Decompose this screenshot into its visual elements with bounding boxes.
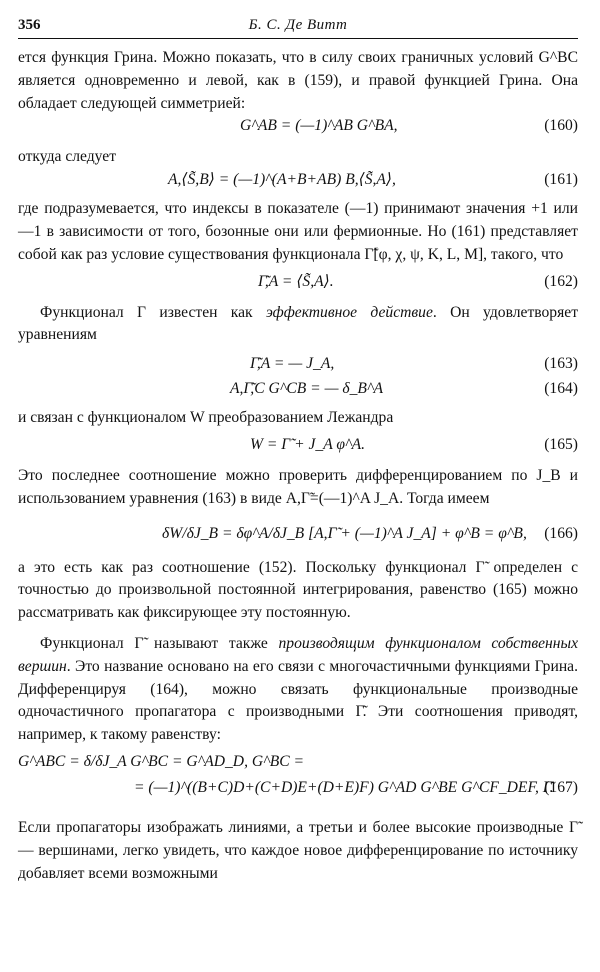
equation-line: = (—1)^((B+C)D+(C+D)E+(D+E)F) G^AD G^BE G^CF_DEF, Γ̃. [134, 778, 554, 796]
equation-number: (161) [544, 171, 578, 189]
paragraph: Это последнее соотношение можно проверить дифференцированием по J_B и использованием уравнения (163) в виде A,Γ̃=(—1)^A J_A. Тогда имеем [18, 466, 578, 507]
equation-number: (160) [544, 117, 578, 135]
equation-body: A,⟨S̃,B⟩ = (—1)^(A+B+AB) B,⟨S̃,A⟩, [168, 171, 396, 189]
text-run: Функционал Γ известен как [40, 303, 266, 321]
equation-164 [18, 378, 578, 403]
equation-body: Γ̃,A = ⟨S̃,A⟩. [258, 272, 334, 290]
emphasis-term: производящим функционалом собственных вершин [18, 634, 578, 675]
equation-body: Γ̃,A = — J_A, [250, 355, 335, 373]
equation-number: (164) [544, 380, 578, 398]
paragraph: Если пропагаторы изображать линиями, а третьи и более высокие производные Γ̃ — вершинами, легко увидеть, что каждое новое дифференцирование по источнику добавляет всеми возможными [18, 818, 578, 882]
paragraph [18, 302, 578, 348]
equation-162 [18, 271, 578, 296]
paragraph: где подразумевается, что индексы в показателе (—1) принимают значения +1 или —1 в зависимости от того, бозонные они или фермионные. Но (161) представляет собой как раз условие существования функционала Γ̃[φ, χ, ψ, K, L, M], такого, что [18, 200, 578, 263]
equation-165 [18, 434, 578, 459]
equation-number: (165) [544, 435, 578, 453]
text-run: . Это название основано на его связи с многочастичными функциями Грина. Дифференцируя (164), можно связать функциональные производные одночастичного пропагатора с производными Γ̃. Эти соотношения приводят, например, к такому равенству: [18, 657, 578, 744]
paragraph: ется функция Грина. Можно показать, что в силу своих граничных условий G^BC является одновременно и левой, как в (159), и правой функцией Грина. Она обладает следующей симметрией: [18, 49, 578, 112]
paragraph: а это есть как раз соотношение (152). Поскольку функционал Γ̃ определен с точностью до произвольной постоянной интегрирования, равенство (165) можно рассматривать как фиксирующее эту постоянную. [18, 558, 578, 622]
equation-body: G^AB = (—1)^AB G^BA, [240, 117, 398, 135]
equation-number: (163) [544, 355, 578, 373]
equation-161 [18, 169, 578, 194]
emphasis-term: эффективное действие [265, 303, 433, 321]
running-header [18, 12, 578, 39]
paragraph: откуда следует [18, 148, 117, 166]
page-number: 356 [18, 17, 41, 33]
equation-160 [18, 115, 578, 140]
equation-number: (162) [544, 272, 578, 290]
equation-body: δW/δJ_B = δφ^A/δJ_B [A,Γ̃ + (—1)^A J_A] + φ^B = φ^B, [162, 524, 527, 542]
equation-163 [18, 353, 578, 378]
equation-body: W = Γ̃ + J_A φ^A. [250, 435, 365, 453]
running-title: Б. С. Де Витт [248, 17, 348, 33]
text-run: Функционал Γ̃ называют также [40, 634, 279, 652]
paragraph [18, 633, 578, 747]
equation-167 [18, 751, 578, 805]
equation-number: (166) [544, 524, 578, 542]
equation-line: G^ABC = δ/δJ_A G^BC = G^AD_D, G^BC = [18, 752, 305, 770]
text-run: . Он удовлетворяет уравнениям [18, 303, 579, 344]
equation-number: (167) [544, 778, 578, 796]
equation-body: A,Γ̃,C G^CB = — δ_B^A [230, 380, 384, 398]
paragraph: и связан с функционалом W преобразованием Лежандра [18, 409, 394, 427]
equation-166 [18, 515, 578, 553]
